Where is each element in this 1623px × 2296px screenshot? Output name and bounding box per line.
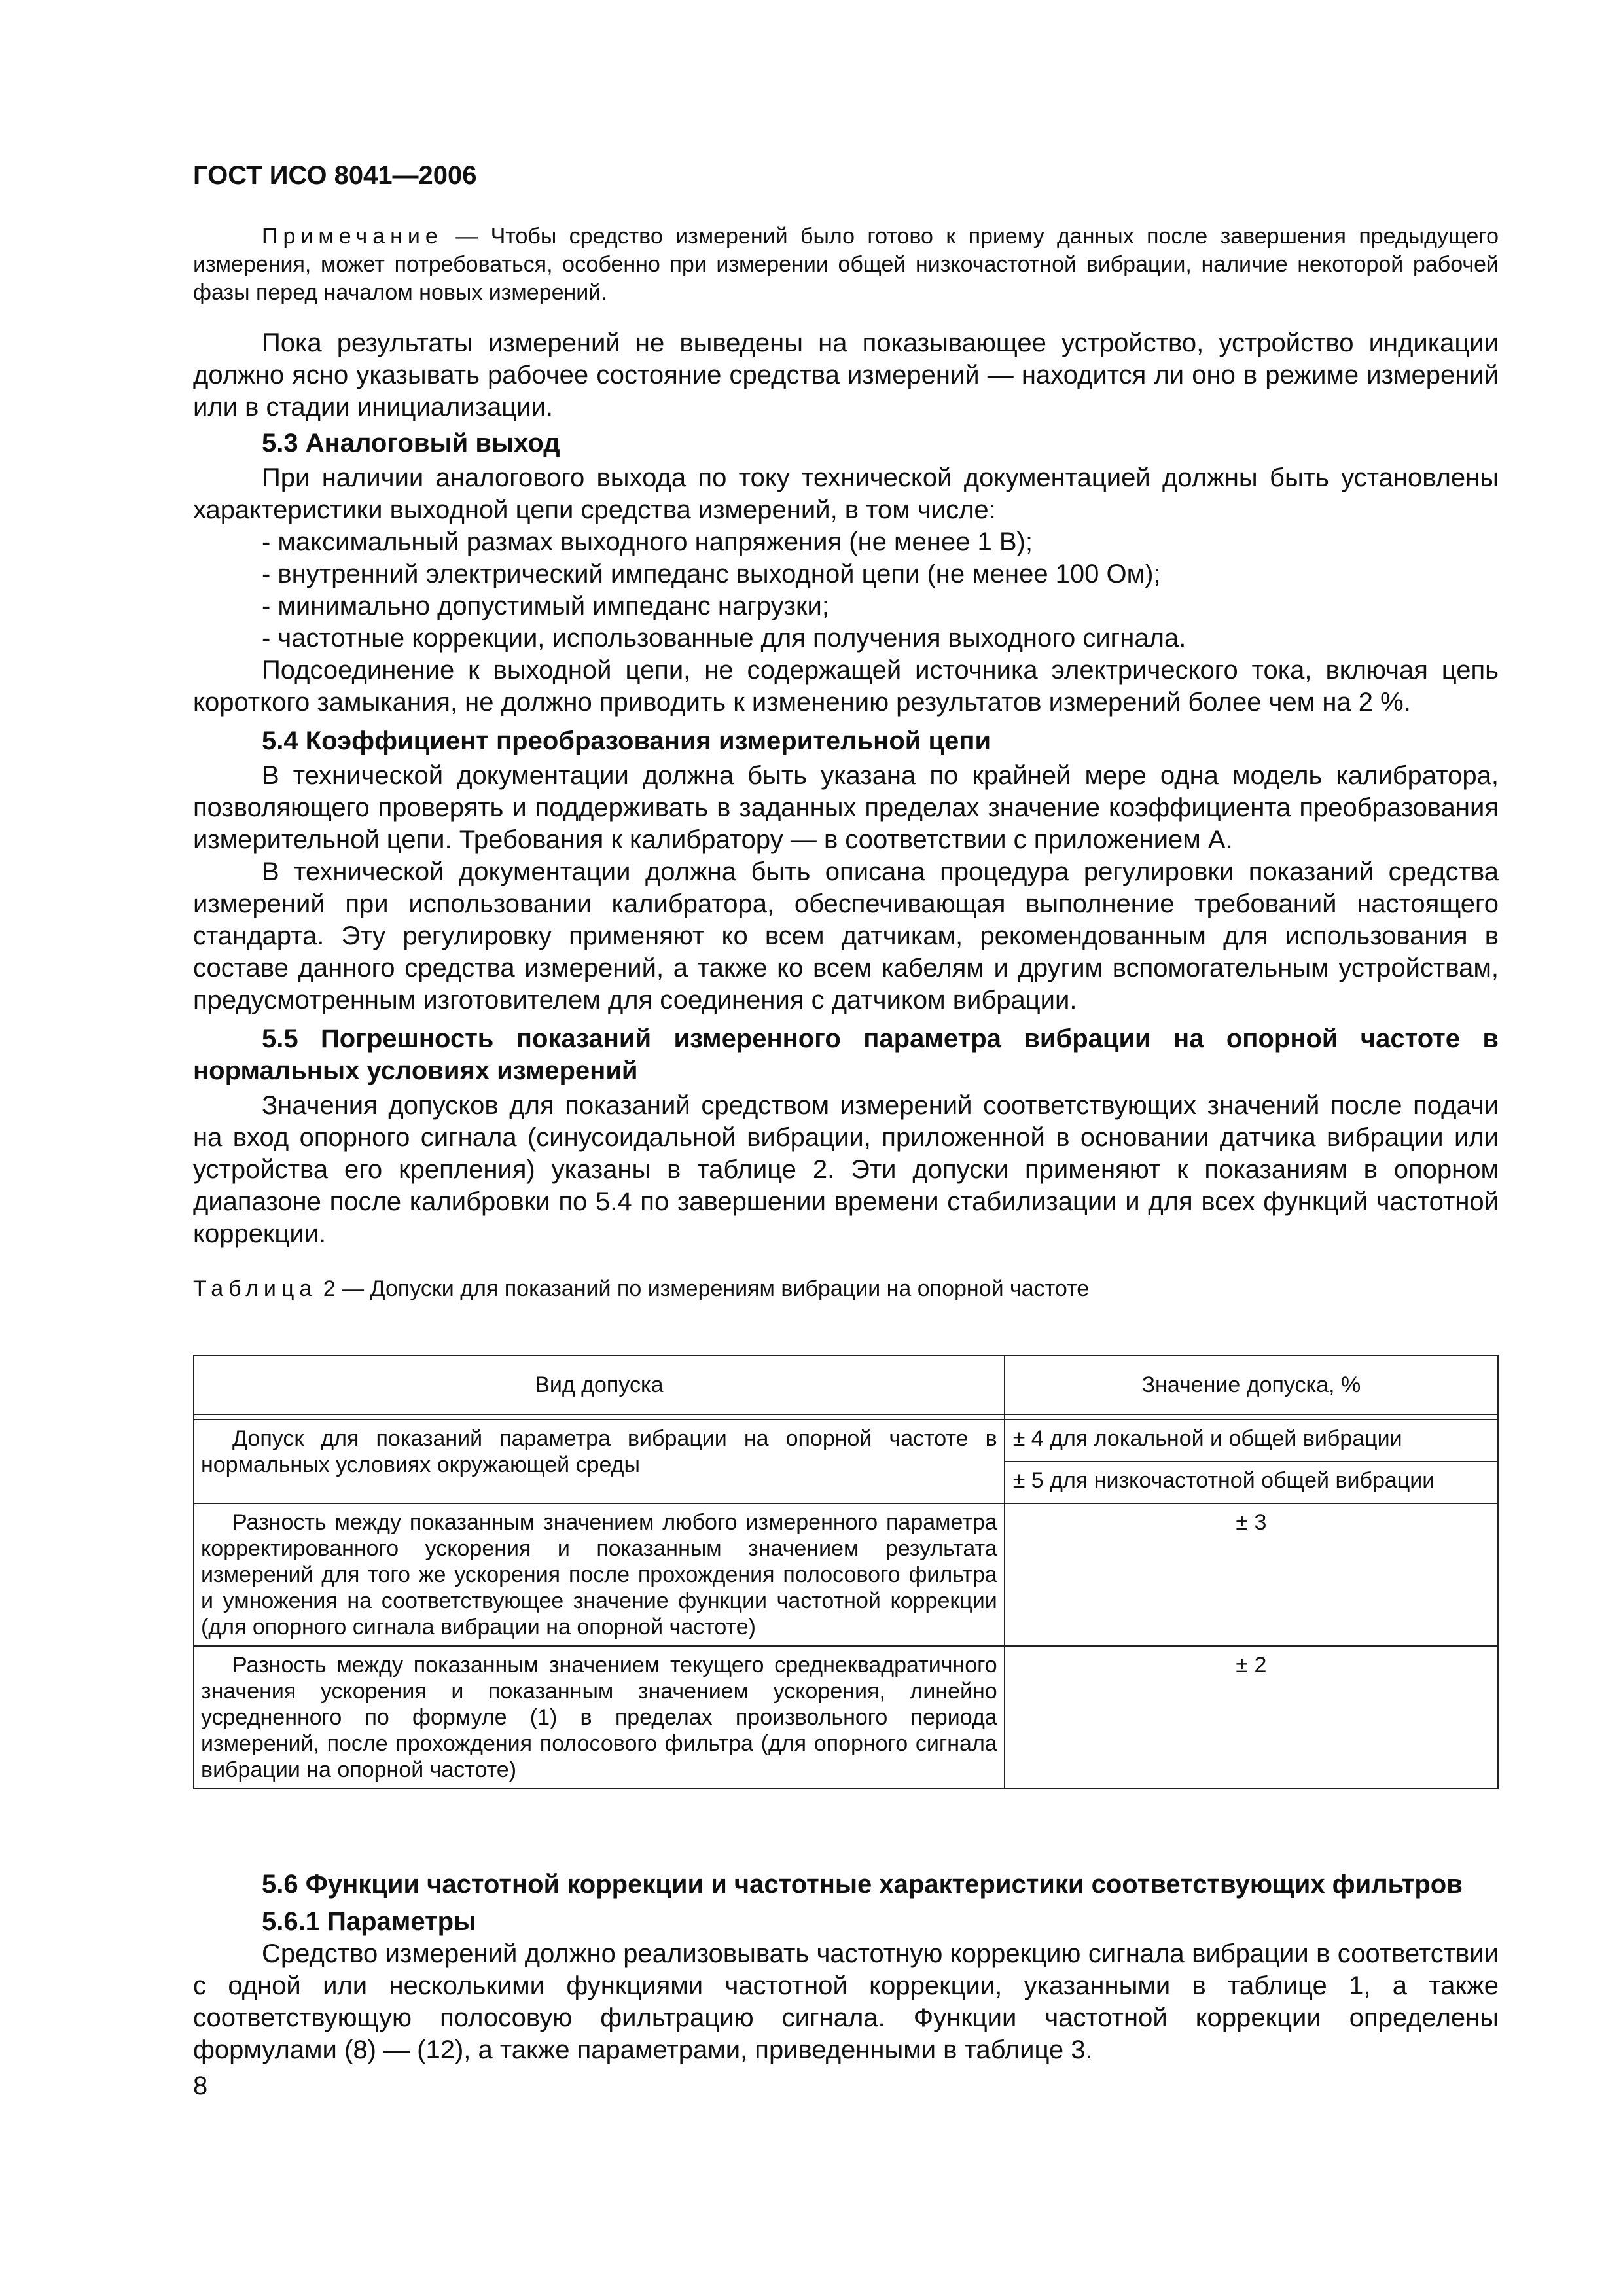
table-row [194,1420,1498,1462]
page-number: 8 [193,2072,208,2100]
table-cell [194,1503,1005,1646]
section-5-5-heading: 5.5 Погрешность показаний измеренного параметра вибрации на опорной частоте в нормальных условиях измерений [193,1024,1499,1085]
list-item: - частотные коррекции, использованные для получения выходного сигнала. [262,624,1186,653]
section-5-6-1-paragraph: Средство измерений должно реализовывать частотную коррекцию сигнала вибрации в соответствии с одной или несколькими функциями частотной коррекции, указанными в таблице 1, а также соответствующую полосовую фильтрацию сигнала. Функции частотной коррекции определены формулами (8) — (12), а также параметрами, приведенными в таблице 3. [193,1939,1499,2064]
document-id-header: ГОСТ ИСО 8041—2006 [193,161,477,190]
section-5-4-heading: 5.4 Коэффициент преобразования измерительной цепи [262,726,991,755]
table-header-row [194,1355,1498,1414]
table-cell-text: Допуск для показаний параметра вибрации на опорной частоте в нормальных условиях окружающей среды [201,1426,997,1477]
list-item: - максимальный размах выходного напряжения (не менее 1 В); [262,528,1033,556]
table-row [194,1503,1498,1646]
section-body-bottom [193,1869,1499,2066]
table-header-cell: Вид допуска [194,1355,1005,1414]
table-cell: ± 3 [1005,1503,1498,1646]
table-caption-text: 2 — Допуски для показаний по измерениям вибрации на опорной частоте [317,1276,1090,1301]
section-5-4-paragraph-2: В технической документации должна быть описана процедура регулировки показаний средства измерений при использовании калибратора, обеспечивающая выполнение требований настоящего стандарта. Эту регулировку применяют ко всем датчикам, рекомендованным для использования в составе данного средства измерений, а также ко всем кабелям и другим вспомогательным устройствам, предусмотренным изготовителем для соединения с датчиком вибрации. [193,857,1499,1014]
list-item: - внутренний электрический импеданс выходной цепи (не менее 100 Ом); [262,560,1161,588]
table-cell: ± 4 для локальной и общей вибрации [1005,1420,1498,1462]
section-5-3-heading: 5.3 Аналоговый выход [262,429,560,457]
section-5-5-paragraph-1: Значения допусков для показаний средством измерений соответствующих значений после подачи на вход опорного сигнала (синусоидальной вибрации, приложенной в основании датчика вибрации или устройства его крепления) указаны в таблице 2. Эти допуски применяют к показаниям в опорном диапазоне после калибровки по 5.4 по завершении времени стабилизации и для всех функций частотной коррекции. [193,1091,1499,1248]
paragraph-indication: Пока результаты измерений не выведены на показывающее устройство, устройство индикации должно ясно указывать рабочее состояние средства измерений — находится ли оно в режиме измерений или в стадии инициализации. [193,329,1499,422]
note-label: Примечание [262,224,443,249]
tolerance-table [193,1355,1499,1789]
section-5-6-1-heading: 5.6.1 Параметры [262,1907,476,1936]
section-body-top [193,327,1499,1303]
table-2-caption [193,1275,1499,1303]
note-text: — Чтобы средство измерений было готово к приему данных после завершения предыдущего измерения, может потребоваться, особенно при измерении общей низкочастотной вибрации, наличие некоторой рабочей фазы перед началом новых измерений. [193,224,1499,305]
section-5-3-intro: При наличии аналогового выхода по току технической документацией должны быть установлены характеристики выходной цепи средства измерений, в том числе: [193,463,1499,524]
table-cell [194,1420,1005,1503]
table-header-cell: Значение допуска, % [1005,1355,1498,1414]
section-5-4-paragraph-1: В технической документации должна быть указана по крайней мере одна модель калибратора, позволяющего проверять и поддерживать в заданных пределах значение коэффициента преобразования измерительной цепи. Требования к калибратору — в соответствии с приложением А. [193,761,1499,854]
section-5-6-heading: 5.6 Функции частотной коррекции и частотные характеристики соответствующих фильтров [262,1870,1463,1899]
table-header-separator [194,1414,1498,1420]
list-item: - минимально допустимый импеданс нагрузки; [262,592,829,620]
note-paragraph [193,223,1499,307]
table-cell: ± 2 [1005,1646,1498,1789]
table-cell [194,1646,1005,1789]
table-cell: ± 5 для низкочастотной общей вибрации [1005,1462,1498,1503]
section-5-3-outro: Подсоединение к выходной цепи, не содержащей источника электрического тока, включая цепь короткого замыкания, не должно приводить к изменению результатов измерений более чем на 2 %. [193,656,1499,717]
table-caption-label: Таблица [193,1276,317,1301]
table-cell-text: Разность между показанным значением текущего среднеквадратичного значения ускорения и показанным значением ускорения, линейно усредненного по формуле (1) в пределах произвольного периода измерений, после прохождения полосового фильтра (для опорного сигнала вибрации на опорной частоте) [201,1653,997,1782]
table-row [194,1646,1498,1789]
table-cell-text: Разность между показанным значением любого измеренного параметра корректированного ускорения и показанным значением результата измерений для того же ускорения после прохождения полосового фильтра и умножения на соответствующее значение функции частотной коррекции (для опорного сигнала вибрации на опорной частоте) [201,1510,997,1640]
